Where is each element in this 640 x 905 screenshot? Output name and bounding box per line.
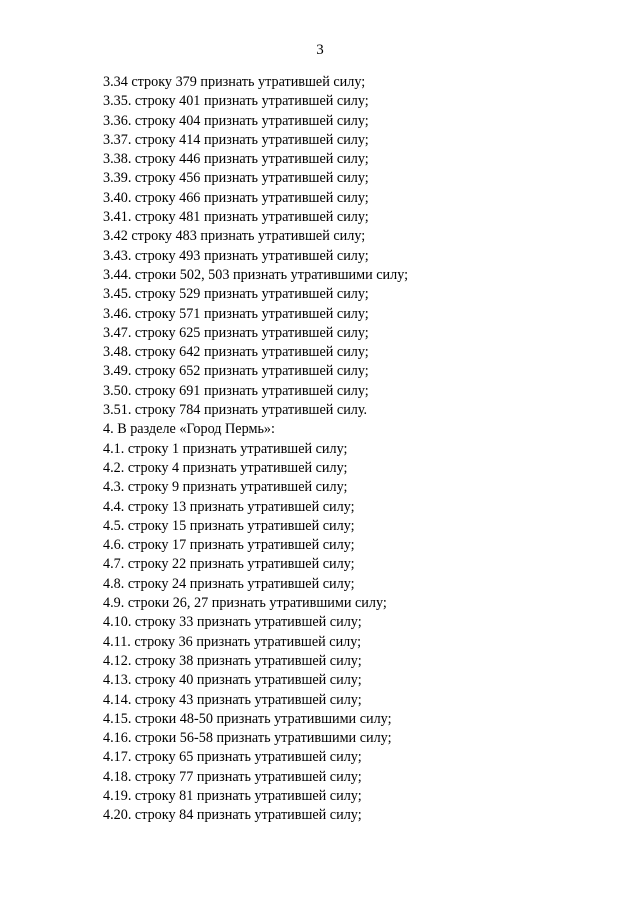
list-item: 3.34 строку 379 признать утратившей силу; — [103, 74, 366, 90]
list-item: 4.20. строку 84 признать утратившей силу; — [103, 807, 362, 824]
list-item: 3.49. строку 652 признать утратившей силу; — [103, 363, 369, 380]
list-item: 3.44. строки 502, 503 признать утратившими силу; — [103, 266, 409, 283]
list-item: 3.40. строку 466 признать утратившей силу; — [103, 189, 369, 206]
list-item: 3.41. строку 481 признать утратившей силу; — [103, 209, 369, 226]
list-item: 4.1. строку 1 признать утратившей силу; — [103, 440, 348, 457]
list-item: 3.51. строку 784 признать утратившей силу. — [103, 402, 368, 419]
list-item: 3.37. строку 414 признать утратившей силу; — [103, 131, 369, 148]
list-item: 3.45. строку 529 признать утратившей силу; — [103, 286, 369, 303]
list-item: 4.7. строку 22 признать утратившей силу; — [103, 556, 355, 573]
section-heading: 4. В разделе «Город Пермь»: — [103, 421, 275, 438]
list-item: 4.13. строку 40 признать утратившей силу; — [103, 672, 362, 689]
list-item: 4.12. строку 38 признать утратившей силу; — [103, 652, 362, 669]
list-item: 4.2. строку 4 признать утратившей силу; — [103, 459, 348, 476]
list-item: 3.38. строку 446 признать утратившей силу; — [103, 151, 369, 168]
list-item: 3.35. строку 401 признать утратившей силу; — [103, 93, 369, 110]
list-item: 4.6. строку 17 признать утратившей силу; — [103, 537, 355, 554]
list-item: 3.48. строку 642 признать утратившей силу; — [103, 344, 369, 361]
list-item: 4.3. строку 9 признать утратившей силу; — [103, 479, 348, 496]
list-item: 3.39. строку 456 признать утратившей силу; — [103, 170, 369, 187]
list-item: 4.10. строку 33 признать утратившей силу; — [103, 614, 362, 631]
document-body — [103, 73, 603, 826]
page-number: 3 — [316, 42, 324, 58]
list-item: 3.36. строку 404 признать утратившей силу; — [103, 112, 369, 129]
list-item: 4.4. строку 13 признать утратившей силу; — [103, 498, 355, 515]
list-item: 4.18. строку 77 признать утратившей силу; — [103, 768, 362, 785]
list-item: 4.5. строку 15 признать утратившей силу; — [103, 517, 355, 534]
list-item: 3.50. строку 691 признать утратившей силу; — [103, 382, 369, 399]
list-item: 3.42 строку 483 признать утратившей силу; — [103, 228, 366, 245]
list-item: 4.8. строку 24 признать утратившей силу; — [103, 575, 355, 592]
list-item: 4.15. строки 48-50 признать утратившими силу; — [103, 710, 392, 727]
list-item: 4.14. строку 43 признать утратившей силу; — [103, 691, 362, 708]
list-item: 4.9. строки 26, 27 признать утратившими силу; — [103, 595, 387, 612]
list-item: 3.43. строку 493 признать утратившей силу; — [103, 247, 369, 264]
list-item: 4.17. строку 65 признать утратившей силу; — [103, 749, 362, 766]
list-item: 3.46. строку 571 признать утратившей силу; — [103, 305, 369, 322]
list-item: 4.11. строку 36 признать утратившей силу; — [103, 633, 362, 650]
list-item: 4.19. строку 81 признать утратившей силу; — [103, 787, 362, 804]
list-item: 4.16. строки 56-58 признать утратившими силу; — [103, 730, 392, 747]
list-item: 3.47. строку 625 признать утратившей силу; — [103, 324, 369, 341]
